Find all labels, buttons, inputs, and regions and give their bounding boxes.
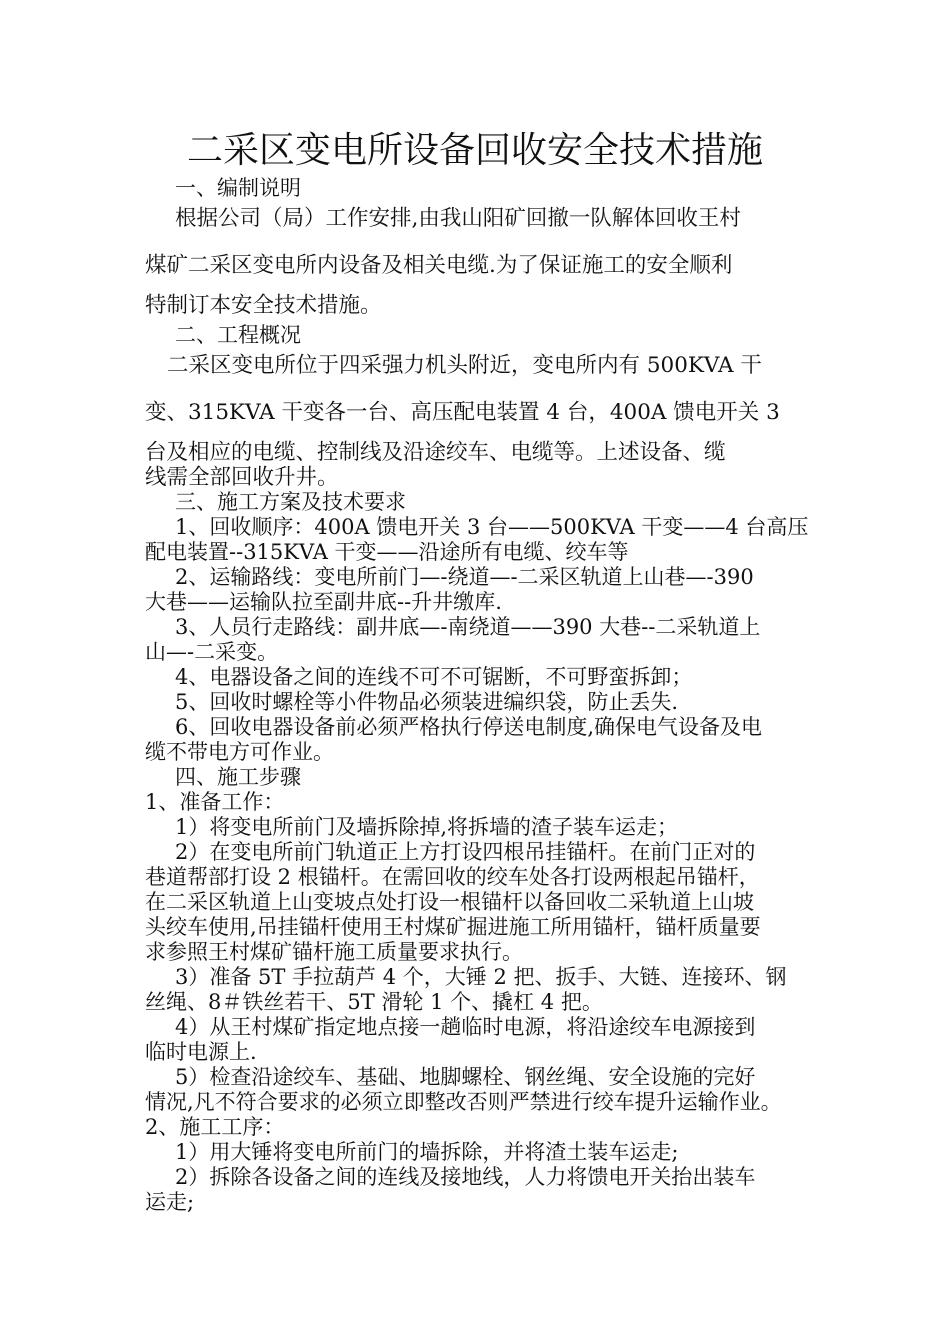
list-item: 6、回收电器设备前必须严格执行停送电制度,确保电气设备及电 bbox=[175, 715, 763, 739]
list-item: 2、运输路线：变电所前门—-绕道—-二采区轨道上山巷—-390 bbox=[175, 565, 754, 589]
paragraph-line: 变、315KVA 干变各一台、高压配电装置 4 台，400A 馈电开关 3 bbox=[145, 400, 780, 425]
paragraph-line: 根据公司（局）工作安排,由我山阳矿回撤一队解体回收王村 bbox=[175, 206, 741, 231]
list-item-continued: 缆不带电方可作业。 bbox=[145, 740, 334, 764]
paragraph-line: 特制订本安全技术措施。 bbox=[145, 293, 382, 318]
list-item-continued: 运走; bbox=[145, 1190, 195, 1214]
list-item-continued: 在二采区轨道上山变坡点处打设一根锚杆以备回收二采轨道上山坡 bbox=[145, 890, 754, 914]
section-heading: 四、施工步骤 bbox=[175, 765, 301, 789]
list-item: 1）用大锤将变电所前门的墙拆除，并将渣土装车运走; bbox=[175, 1140, 679, 1164]
list-item-continued: 山—-二采变。 bbox=[145, 640, 279, 664]
list-item-continued: 丝绳、8＃铁丝若干、5T 滑轮 1 个、撬杠 4 把。 bbox=[145, 990, 603, 1014]
list-item-continued: 情况,凡不符合要求的必须立即整改否则严禁进行绞车提升运输作业。 bbox=[145, 1090, 782, 1114]
paragraph-line: 煤矿二采区变电所内设备及相关电缆.为了保证施工的安全顺利 bbox=[145, 253, 733, 278]
paragraph-line: 台及相应的电缆、控制线及沿途绞车、电缆等。上述设备、缆 bbox=[145, 440, 726, 465]
section-heading: 一、编制说明 bbox=[175, 176, 301, 200]
document-title: 二采区变电所设备回收安全技术措施 bbox=[186, 130, 763, 171]
list-item: 5、回收时螺栓等小件物品必须装进编织袋，防止丢失. bbox=[175, 690, 679, 714]
list-item-continued: 大巷——运输队拉至副井底--升井缴库. bbox=[145, 590, 502, 614]
paragraph-line: 线需全部回收升井。 bbox=[145, 465, 339, 490]
list-item-continued: 配电装置--315KVA 干变——沿途所有电缆、绞车等 bbox=[145, 540, 629, 564]
list-item: 3）准备 5T 手拉葫芦 4 个，大锤 2 把、扳手、大链、连接环、钢 bbox=[175, 965, 787, 989]
list-item: 3、人员行走路线：副井底—-南绕道——390 大巷--二采轨道上 bbox=[175, 615, 761, 639]
list-item: 2）拆除各设备之间的连线及接地线，人力将馈电开关抬出装车 bbox=[175, 1165, 756, 1189]
list-item-continued: 头绞车使用,吊挂锚杆使用王村煤矿掘进施工所用锚杆，锚杆质量要 bbox=[145, 915, 761, 939]
subsection-heading: 1、准备工作： bbox=[145, 790, 285, 814]
section-heading: 三、施工方案及技术要求 bbox=[175, 490, 406, 514]
list-item: 4、电器设备之间的连线不可不可锯断，不可野蛮拆卸； bbox=[175, 665, 693, 689]
list-item-continued: 临时电源上. bbox=[145, 1040, 257, 1064]
list-item: 4）从王村煤矿指定地点接一趟临时电源，将沿途绞车电源接到 bbox=[175, 1015, 756, 1039]
list-item: 1、回收顺序：400A 馈电开关 3 台——500KVA 干变——4 台高压 bbox=[175, 515, 809, 539]
list-item-continued: 巷道帮部打设 2 根锚杆。在需回收的绞车处各打设两根起吊锚杆， bbox=[145, 865, 760, 889]
document-body bbox=[145, 176, 810, 1215]
list-item: 2）在变电所前门轨道正上方打设四根吊挂锚杆。在前门正对的 bbox=[175, 840, 756, 864]
section-heading: 二、工程概况 bbox=[175, 323, 301, 347]
list-item-continued: 求参照王村煤矿锚杆施工质量要求执行。 bbox=[145, 940, 523, 964]
paragraph-line: 二采区变电所位于四采强力机头附近，变电所内有 500KVA 干 bbox=[167, 353, 762, 378]
list-item: 5）检查沿途绞车、基础、地脚螺栓、钢丝绳、安全设施的完好 bbox=[175, 1065, 756, 1089]
list-item: 1）将变电所前门及墙拆除掉,将拆墙的渣子装车运走； bbox=[175, 815, 679, 839]
subsection-heading: 2、施工工序： bbox=[145, 1115, 285, 1139]
